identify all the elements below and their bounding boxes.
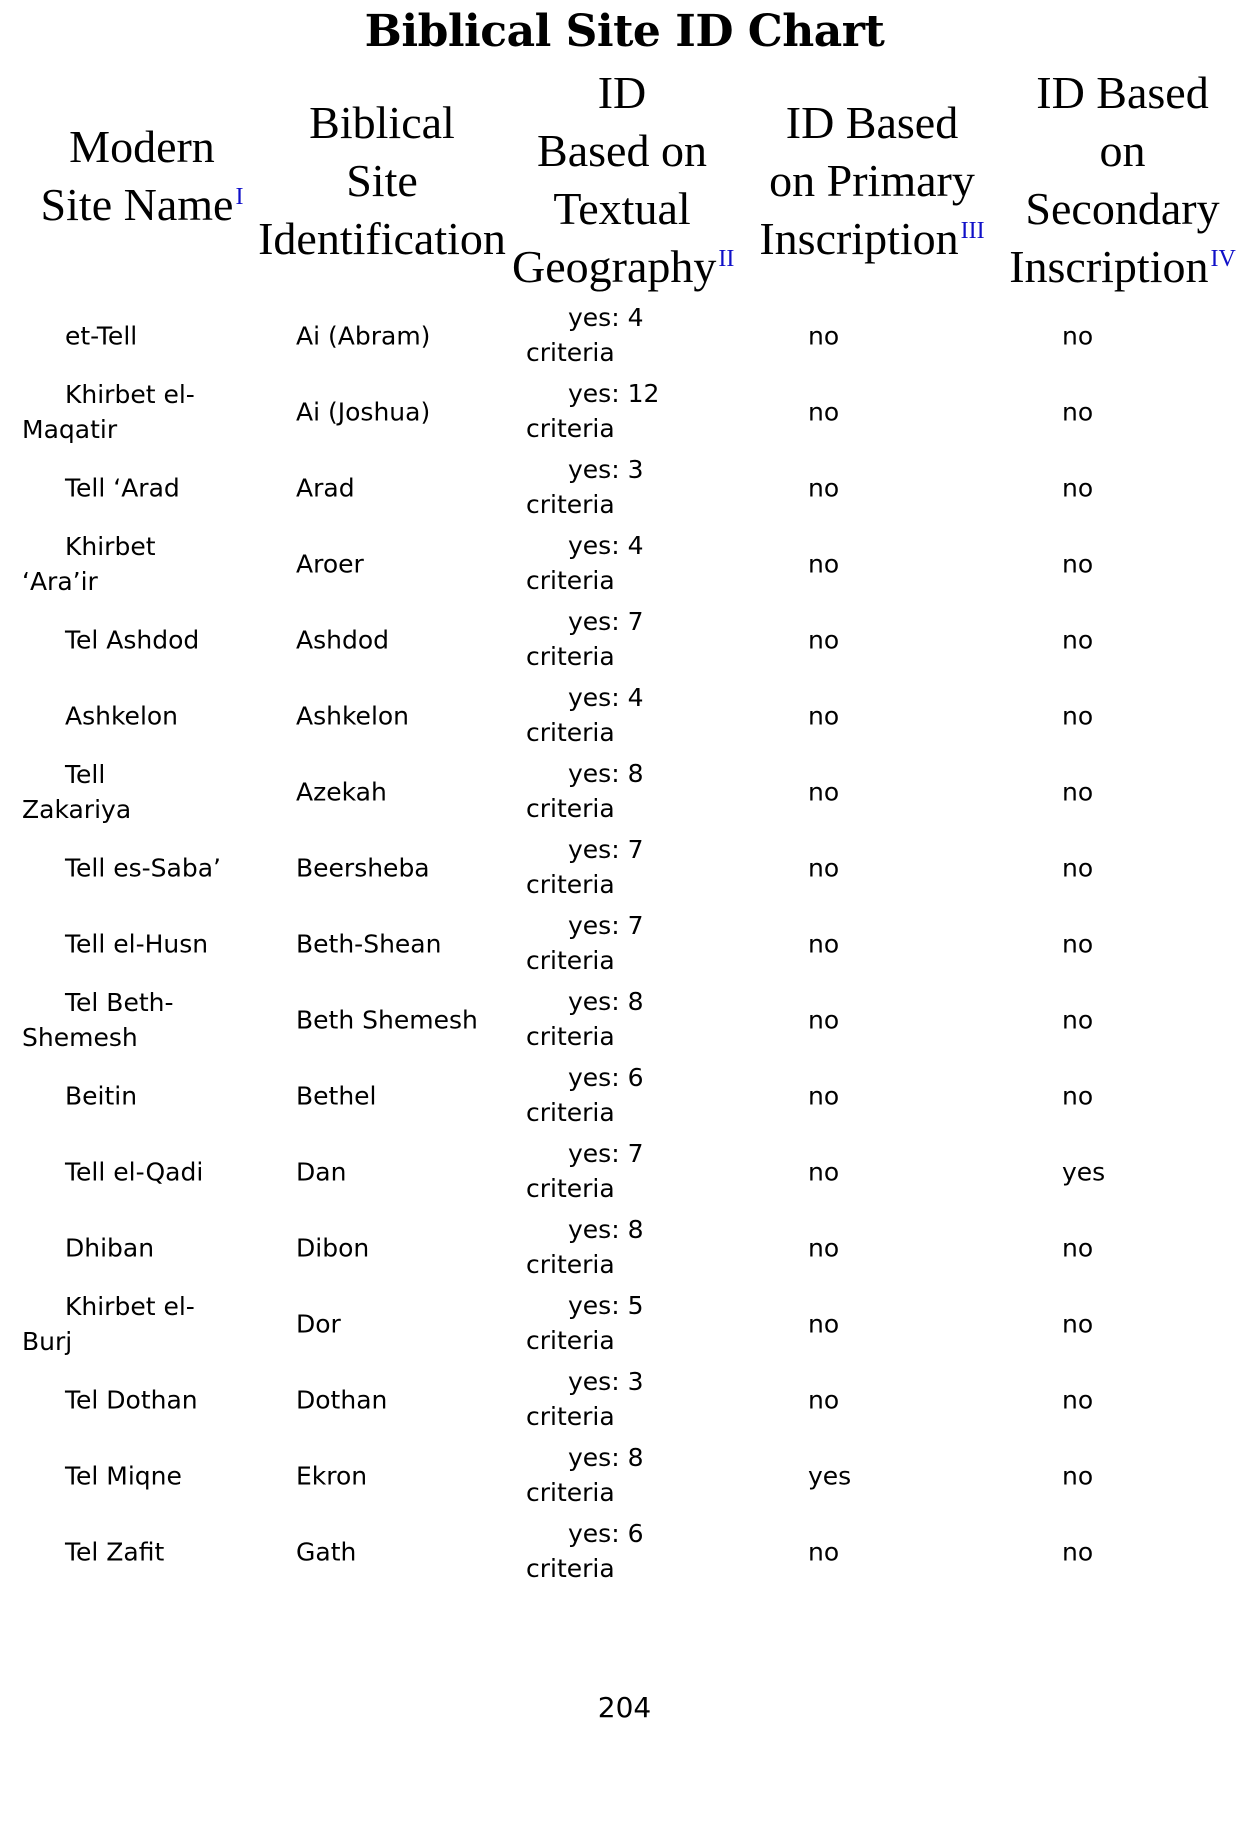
biblical-site-cell: Arad bbox=[296, 473, 355, 503]
primary-inscription-cell: yes bbox=[808, 1461, 852, 1491]
biblical-site-cell: Dothan bbox=[296, 1385, 388, 1415]
biblical-site-cell: Beth-Shean bbox=[296, 929, 442, 959]
footnote-marker[interactable]: II bbox=[718, 245, 735, 272]
secondary-inscription-cell: no bbox=[1062, 397, 1094, 427]
modern-site-name-cell: Khirbet el-Maqatir bbox=[22, 380, 195, 444]
header-line-text: Inscription bbox=[759, 213, 959, 264]
table-row bbox=[0, 1286, 1249, 1362]
table-row bbox=[0, 1058, 1249, 1134]
table-row bbox=[0, 526, 1249, 602]
textual-geography-cell: yes: 4 criteria bbox=[526, 683, 644, 747]
biblical-site-cell: Ekron bbox=[296, 1461, 368, 1491]
header-line: ID Based bbox=[785, 97, 959, 148]
table-row bbox=[0, 1210, 1249, 1286]
primary-inscription-cell: no bbox=[808, 625, 840, 655]
primary-inscription-cell: no bbox=[808, 929, 840, 959]
modern-site-name-cell: Tell ‘Arad bbox=[65, 473, 180, 503]
primary-inscription-cell: no bbox=[808, 397, 840, 427]
biblical-site-cell: Ashkelon bbox=[296, 701, 410, 731]
header-line bbox=[1000, 238, 1245, 296]
textual-geography-cell: yes: 7 criteria bbox=[526, 607, 644, 671]
textual-geography-cell: yes: 7 criteria bbox=[526, 911, 644, 975]
primary-inscription-cell: no bbox=[808, 777, 840, 807]
secondary-inscription-cell: no bbox=[1062, 321, 1094, 351]
primary-inscription-cell: no bbox=[808, 473, 840, 503]
textual-geography-cell: yes: 3 criteria bbox=[526, 1367, 644, 1431]
textual-geography-cell: yes: 7 criteria bbox=[526, 835, 644, 899]
textual-geography-cell: yes: 12 criteria bbox=[526, 379, 660, 443]
footnote-marker[interactable]: III bbox=[960, 217, 985, 244]
secondary-inscription-cell: yes bbox=[1062, 1157, 1106, 1187]
header-line: Based on bbox=[537, 125, 707, 176]
modern-site-name-cell: Tell el-Husn bbox=[65, 929, 209, 959]
header-line: ID Based bbox=[1036, 67, 1209, 118]
column-header-biblical-site-identification bbox=[252, 94, 512, 268]
modern-site-name-cell: Ashkelon bbox=[65, 701, 179, 731]
secondary-inscription-cell: no bbox=[1062, 1233, 1094, 1263]
textual-geography-cell: yes: 8 criteria bbox=[526, 987, 644, 1051]
header-line: ID bbox=[597, 67, 647, 118]
primary-inscription-cell: no bbox=[808, 1005, 840, 1035]
header-line bbox=[512, 238, 735, 296]
textual-geography-cell: yes: 3 criteria bbox=[526, 455, 644, 519]
table-row bbox=[0, 906, 1249, 982]
column-header-textual-geography bbox=[512, 64, 735, 296]
secondary-inscription-cell: no bbox=[1062, 1461, 1094, 1491]
header-line: Textual bbox=[553, 183, 691, 234]
secondary-inscription-cell: no bbox=[1062, 1309, 1094, 1339]
page-title: Biblical Site ID Chart bbox=[364, 6, 885, 57]
table-row bbox=[0, 298, 1249, 374]
secondary-inscription-cell: no bbox=[1062, 701, 1094, 731]
primary-inscription-cell: no bbox=[808, 321, 840, 351]
textual-geography-cell: yes: 6 criteria bbox=[526, 1063, 644, 1127]
primary-inscription-cell: no bbox=[808, 1309, 840, 1339]
secondary-inscription-cell: no bbox=[1062, 1385, 1094, 1415]
textual-geography-cell: yes: 6 criteria bbox=[526, 1519, 644, 1583]
biblical-site-cell: Ai (Joshua) bbox=[296, 397, 431, 427]
header-line: on Primary bbox=[769, 155, 975, 206]
table-row bbox=[0, 830, 1249, 906]
header-line: on bbox=[1099, 125, 1146, 176]
biblical-site-cell: Dibon bbox=[296, 1233, 370, 1263]
header-line-text: Geography bbox=[512, 241, 717, 292]
modern-site-name-cell: Tel Ashdod bbox=[65, 625, 200, 655]
secondary-inscription-cell: no bbox=[1062, 549, 1094, 579]
biblical-site-cell: Azekah bbox=[296, 777, 387, 807]
site-table-body bbox=[0, 298, 1249, 1590]
biblical-site-cell: Aroer bbox=[296, 549, 364, 579]
biblical-site-cell: Beth Shemesh bbox=[296, 1005, 478, 1035]
secondary-inscription-cell: no bbox=[1062, 1537, 1094, 1567]
textual-geography-cell: yes: 7 criteria bbox=[526, 1139, 644, 1203]
modern-site-name-cell: et-Tell bbox=[65, 321, 138, 351]
biblical-site-cell: Beersheba bbox=[296, 853, 430, 883]
table-row bbox=[0, 678, 1249, 754]
table-row bbox=[0, 1514, 1249, 1590]
primary-inscription-cell: no bbox=[808, 1081, 840, 1111]
column-header-modern-site-name bbox=[12, 118, 272, 234]
header-line: Biblical bbox=[309, 97, 455, 148]
header-line: Identification bbox=[258, 213, 506, 264]
page-number: 204 bbox=[597, 1691, 652, 1724]
header-line-text: Site Name bbox=[40, 179, 234, 230]
secondary-inscription-cell: no bbox=[1062, 1005, 1094, 1035]
primary-inscription-cell: no bbox=[808, 1157, 840, 1187]
textual-geography-cell: yes: 8 criteria bbox=[526, 1215, 644, 1279]
modern-site-name-cell: Khirbet ‘Ara’ir bbox=[22, 532, 156, 596]
table-row bbox=[0, 1134, 1249, 1210]
modern-site-name-cell: Beitin bbox=[65, 1081, 138, 1111]
primary-inscription-cell: no bbox=[808, 1537, 840, 1567]
table-row bbox=[0, 450, 1249, 526]
textual-geography-cell: yes: 4 criteria bbox=[526, 531, 644, 595]
secondary-inscription-cell: no bbox=[1062, 473, 1094, 503]
primary-inscription-cell: no bbox=[808, 1385, 840, 1415]
biblical-site-cell: Dan bbox=[296, 1157, 347, 1187]
modern-site-name-cell: Tel Miqne bbox=[65, 1461, 182, 1491]
secondary-inscription-cell: no bbox=[1062, 777, 1094, 807]
header-line-text: Inscription bbox=[1009, 241, 1209, 292]
footnote-marker[interactable]: I bbox=[235, 183, 244, 210]
biblical-site-cell: Ashdod bbox=[296, 625, 390, 655]
table-row bbox=[0, 374, 1249, 450]
footnote-marker[interactable]: IV bbox=[1210, 245, 1236, 272]
table-row bbox=[0, 1362, 1249, 1438]
table-row bbox=[0, 602, 1249, 678]
secondary-inscription-cell: no bbox=[1062, 929, 1094, 959]
header-line bbox=[12, 176, 272, 234]
modern-site-name-cell: Khirbet el-Burj bbox=[22, 1292, 195, 1356]
textual-geography-cell: yes: 8 criteria bbox=[526, 1443, 644, 1507]
column-header-secondary-inscription bbox=[1000, 64, 1245, 296]
table-row bbox=[0, 1438, 1249, 1514]
header-line: Secondary bbox=[1025, 183, 1220, 234]
table-row bbox=[0, 982, 1249, 1058]
modern-site-name-cell: Tell es-Saba’ bbox=[65, 853, 221, 883]
biblical-site-cell: Gath bbox=[296, 1537, 357, 1567]
header-line: Site bbox=[346, 155, 418, 206]
modern-site-name-cell: Tel Beth-Shemesh bbox=[22, 988, 174, 1052]
textual-geography-cell: yes: 4 criteria bbox=[526, 303, 644, 367]
textual-geography-cell: yes: 5 criteria bbox=[526, 1291, 644, 1355]
secondary-inscription-cell: no bbox=[1062, 853, 1094, 883]
header-line bbox=[752, 210, 992, 268]
secondary-inscription-cell: no bbox=[1062, 1081, 1094, 1111]
header-line: Modern bbox=[69, 121, 215, 172]
primary-inscription-cell: no bbox=[808, 853, 840, 883]
column-header-primary-inscription bbox=[752, 94, 992, 268]
primary-inscription-cell: no bbox=[808, 549, 840, 579]
table-row bbox=[0, 754, 1249, 830]
modern-site-name-cell: Tel Zafit bbox=[65, 1537, 165, 1567]
biblical-site-cell: Dor bbox=[296, 1309, 341, 1339]
primary-inscription-cell: no bbox=[808, 701, 840, 731]
biblical-site-cell: Bethel bbox=[296, 1081, 377, 1111]
modern-site-name-cell: Tell el-Qadi bbox=[65, 1157, 204, 1187]
modern-site-name-cell: Tel Dothan bbox=[65, 1385, 198, 1415]
secondary-inscription-cell: no bbox=[1062, 625, 1094, 655]
primary-inscription-cell: no bbox=[808, 1233, 840, 1263]
modern-site-name-cell: Tell Zakariya bbox=[22, 760, 132, 824]
textual-geography-cell: yes: 8 criteria bbox=[526, 759, 644, 823]
modern-site-name-cell: Dhiban bbox=[65, 1233, 155, 1263]
biblical-site-cell: Ai (Abram) bbox=[296, 321, 431, 351]
